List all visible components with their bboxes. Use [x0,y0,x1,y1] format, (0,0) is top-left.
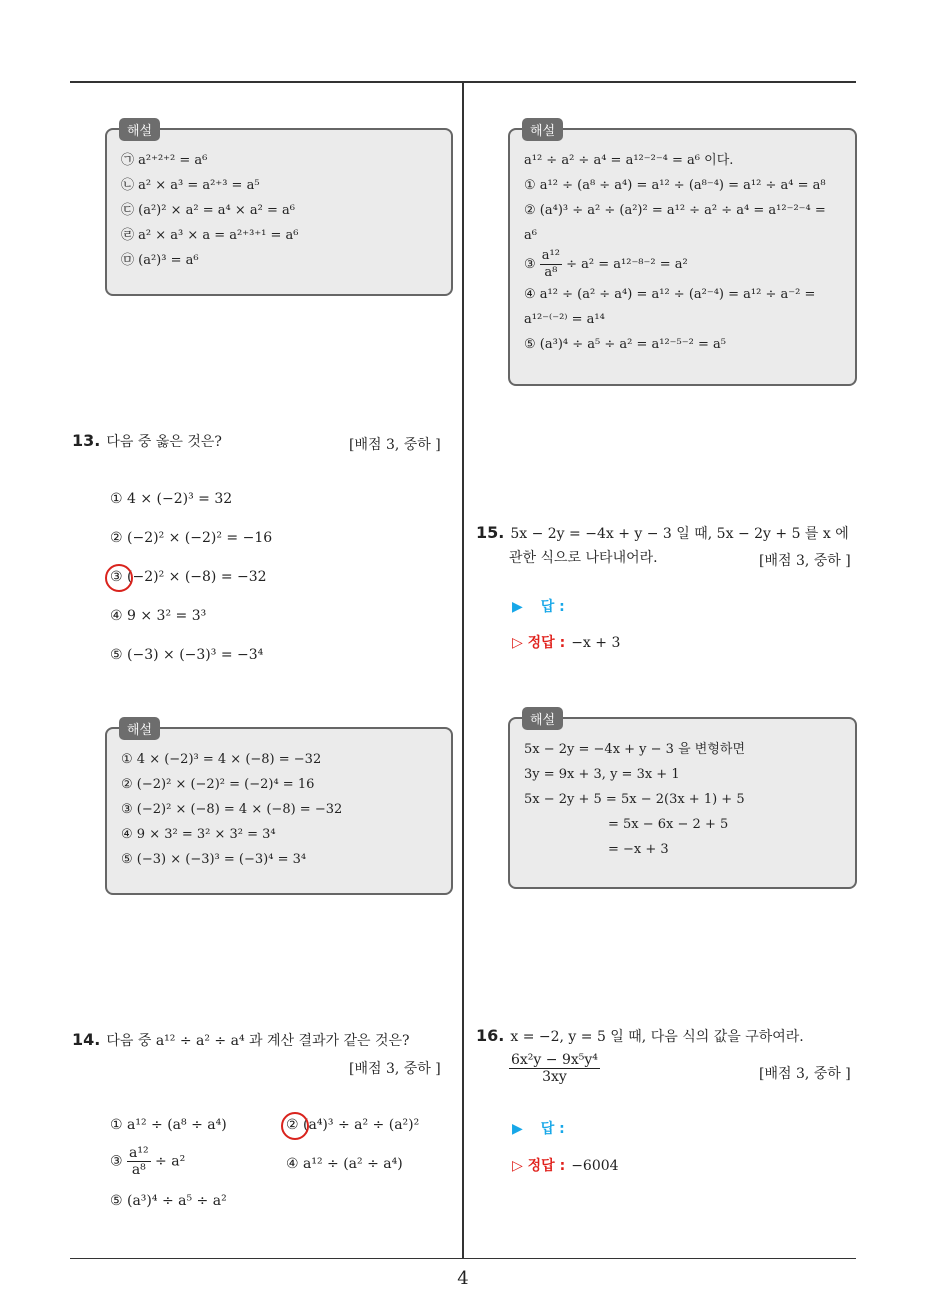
fraction [540,248,562,281]
arrow-icon: ▶ [512,599,523,615]
choice-1[interactable]: ① 4 × (−2)³ = 32 [110,491,233,507]
solution-tag: 해설 [119,717,160,740]
answer-circle-mark: ③ [110,569,123,585]
score-label: [배점 3, 중하 ] [349,1061,441,1077]
question-15-line-2: 관한 식으로 나타내어라. [509,550,658,566]
solution-box-12 [105,124,453,296]
solution-tag: 해설 [522,707,563,730]
solution-line: ② (−2)² × (−2)² = (−2)⁴ = 16 [121,777,315,792]
choice-4[interactable]: ④ 9 × 3² = 3³ [110,608,207,624]
answer-label: 답 : [540,599,565,615]
bottom-rule [70,1258,856,1259]
choice-2[interactable]: ② (−2)² × (−2)² = −16 [110,530,273,546]
choice-3-suffix: ÷ a² [155,1153,186,1170]
answer-label: 답 : [540,1121,565,1137]
solution-box-14 [508,124,857,386]
question-number: 16. [476,1026,505,1045]
correct-answer-row [512,632,620,652]
correct-answer-value: −x + 3 [571,635,621,651]
answer-circle-mark: ② [286,1117,299,1133]
question-number: 14. [72,1030,101,1049]
page-number: 4 [457,1268,469,1289]
fraction-denominator: a⁸ [544,265,558,280]
choice-1[interactable]: ① a¹² ÷ (a⁸ ÷ a⁴) [110,1117,227,1133]
question-text: 다음 중 a¹² ÷ a² ÷ a⁴ 과 계산 결과가 같은 것은? [106,1033,410,1049]
solution-line [524,248,841,282]
solution-line: a¹²⁻⁽⁻²⁾ = a¹⁴ [524,312,605,327]
solution-line: ④ a¹² ÷ (a² ÷ a⁴) = a¹² ÷ (a²⁻⁴) = a¹² ÷ a⁻² = [524,287,816,302]
fraction-denominator: a⁸ [131,1162,146,1178]
solution-line: 5x − 2y + 5 = 5x − 2(3x + 1) + 5 [524,792,745,807]
solution-box-13 [105,723,453,895]
correct-label: 정답 : [527,1158,566,1174]
arrow-icon: ▶ [512,1121,523,1137]
expression [509,1052,600,1085]
choice-5[interactable]: ⑤ (−3) × (−3)³ = −3⁴ [110,647,264,663]
choice-2[interactable] [286,1117,419,1133]
correct-answer-row [512,1155,619,1175]
question-text: 다음 중 옳은 것은? [106,434,222,450]
solution-line: ㉣ a² × a³ × a = a²⁺³⁺¹ = a⁶ [121,228,299,243]
correct-label: 정답 : [527,635,566,651]
score-label: [배점 3, 중하 ] [759,1066,851,1082]
score-label: [배점 3, 중하 ] [759,553,851,569]
solution-line: a¹² ÷ a² ÷ a⁴ = a¹²⁻²⁻⁴ = a⁶ 이다. [524,153,734,168]
fraction-numerator: a¹² [129,1145,149,1161]
solution-line: ③ (−2)² × (−8) = 4 × (−8) = −32 [121,802,343,817]
fraction [127,1145,151,1178]
solution-line: = −x + 3 [608,842,669,857]
solution-line: ① 4 × (−2)³ = 4 × (−8) = −32 [121,752,322,767]
solution-line: ⑤ (−3) × (−3)³ = (−3)⁴ = 3⁴ [121,852,307,867]
question-16 [476,1023,804,1050]
question-number: 15. [476,523,505,542]
solution-line: ㉡ a² × a³ = a²⁺³ = a⁵ [121,178,260,193]
solution-line: = 5x − 6x − 2 + 5 [608,817,729,832]
question-text: 5x − 2y = −4x + y − 3 일 때, 5x − 2y + 5 를 x 에 [510,526,849,542]
question-14 [72,1027,410,1054]
arrow-outline-icon: ▷ [512,1158,523,1174]
choice-4[interactable]: ④ a¹² ÷ (a² ÷ a⁴) [286,1156,403,1172]
solution-line: ⑤ (a³)⁴ ÷ a⁵ ÷ a² = a¹²⁻⁵⁻² = a⁵ [524,337,726,352]
column-divider [462,83,464,1258]
solution-line: 3y = 9x + 3, y = 3x + 1 [524,767,680,782]
solution-suffix: ÷ a² = a¹²⁻⁸⁻² = a² [566,257,688,272]
choice-3[interactable] [110,569,267,585]
solution-line: ① a¹² ÷ (a⁸ ÷ a⁴) = a¹² ÷ (a⁸⁻⁴) = a¹² ÷ a⁴ = a⁸ [524,178,826,193]
answer-row [512,596,565,616]
score-label: [배점 3, 중하 ] [349,437,441,453]
choice-2-text: (a⁴)³ ÷ a² ÷ (a²)² [303,1117,420,1133]
fraction [509,1052,600,1085]
solution-box-15 [508,713,857,889]
solution-number: ③ [524,257,536,272]
solution-tag: 해설 [119,118,160,141]
fraction-denominator: 3xy [542,1069,567,1085]
correct-answer-value: −6004 [571,1158,619,1174]
answer-row [512,1118,565,1138]
fraction-numerator: a¹² [541,248,560,263]
solution-line: a⁶ [524,228,537,243]
question-number: 13. [72,431,101,450]
fraction-numerator: 6x²y − 9x⁵y⁴ [511,1052,598,1068]
solution-line: ㉤ (a²)³ = a⁶ [121,253,199,268]
solution-tag: 해설 [522,118,563,141]
arrow-outline-icon: ▷ [512,635,523,651]
choice-3-number: ③ [110,1153,123,1170]
solution-line: ㉠ a²⁺²⁺² = a⁶ [121,153,208,168]
choice-5[interactable]: ⑤ (a³)⁴ ÷ a⁵ ÷ a² [110,1193,227,1209]
choice-3-text: (−2)² × (−8) = −32 [127,569,267,585]
solution-line: ② (a⁴)³ ÷ a² ÷ (a²)² = a¹² ÷ a² ÷ a⁴ = a¹²⁻²⁻⁴ = [524,203,826,218]
choice-3[interactable] [110,1145,185,1178]
solution-line: 5x − 2y = −4x + y − 3 을 변형하면 [524,742,746,757]
question-15 [476,520,849,547]
solution-line: ㉢ (a²)² × a² = a⁴ × a² = a⁶ [121,203,295,218]
question-13 [72,428,222,455]
question-text: x = −2, y = 5 일 때, 다음 식의 값을 구하여라. [510,1029,804,1045]
solution-line: ④ 9 × 3² = 3² × 3² = 3⁴ [121,827,276,842]
